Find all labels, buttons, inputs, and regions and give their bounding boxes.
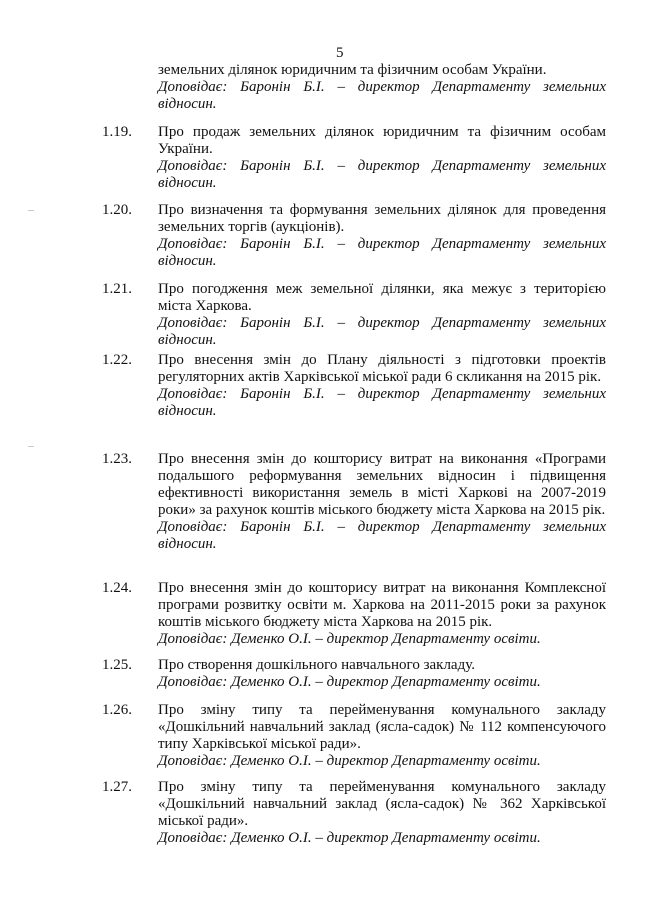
item-title: земельних ділянок юридичним та фізичним особам України. xyxy=(158,62,547,78)
item-title: Про визначення та формування земельних ділянок для проведення земельних торгів (аукціонів). xyxy=(158,202,606,235)
item-number: 1.23. xyxy=(102,451,132,467)
item-reporter: Доповідає: Баронін Б.І. – директор Департаменту земельних відносин. xyxy=(158,79,606,112)
item-number: 1.24. xyxy=(102,580,132,596)
continued-item xyxy=(158,62,606,113)
item-reporter: Доповідає: Деменко О.І. – директор Департаменту освіти. xyxy=(158,674,541,690)
item-title: Про внесення змін до Плану діяльності з підготовки проектів регуляторних актів Харківської міської ради 6 скликання на 2015 рік. xyxy=(158,352,606,385)
item-reporter: Доповідає: Деменко О.І. – директор Департаменту освіти. xyxy=(158,631,541,647)
item-reporter: Доповідає: Баронін Б.І. – директор Департаменту земельних відносин. xyxy=(158,519,606,552)
item-reporter: Доповідає: Баронін Б.І. – директор Департаменту земельних відносин. xyxy=(158,386,606,419)
item-reporter: Доповідає: Деменко О.І. – директор Департаменту освіти. xyxy=(158,830,541,846)
item-number: 1.21. xyxy=(102,281,132,297)
item-reporter: Доповідає: Баронін Б.І. – директор Департаменту земельних відносин. xyxy=(158,158,606,191)
item-reporter: Доповідає: Деменко О.І. – директор Департаменту освіти. xyxy=(158,753,541,769)
item-title: Про зміну типу та перейменування комунального закладу «Дошкільний навчальний заклад (ясла-садок) № 362 Харківської міської ради». xyxy=(158,779,606,829)
item-number: 1.22. xyxy=(102,352,132,368)
item-number: 1.19. xyxy=(102,124,132,140)
scan-mark xyxy=(28,446,34,447)
item-title: Про внесення змін до кошторису витрат на виконання Комплексної програми розвитку освіти м. Харкова на 2011-2015 роки за рахунок коштів міського бюджету міста Харкова на 2015 рік. xyxy=(158,580,606,630)
scan-mark xyxy=(28,210,34,211)
item-number: 1.25. xyxy=(102,657,132,673)
item-reporter: Доповідає: Баронін Б.І. – директор Департаменту земельних відносин. xyxy=(158,315,606,348)
item-title: Про внесення змін до кошторису витрат на виконання «Програми подальшого реформування земельних відносин і підвищення ефективності використання земель в місті Харкові на 2007-2019 роки» за рахунок коштів міського бюджету міста Харкова на 2015 рік. xyxy=(158,451,606,518)
item-number: 1.20. xyxy=(102,202,132,218)
item-title: Про погодження меж земельної ділянки, яка межує з територією міста Харкова. xyxy=(158,281,606,314)
item-title: Про продаж земельних ділянок юридичним та фізичним особам України. xyxy=(158,124,606,157)
item-title: Про створення дошкільного навчального закладу. xyxy=(158,657,475,673)
page-number: 5 xyxy=(336,45,344,61)
item-number: 1.27. xyxy=(102,779,132,795)
item-number: 1.26. xyxy=(102,702,132,718)
item-title: Про зміну типу та перейменування комунального закладу «Дошкільний навчальний заклад (ясла-садок) № 112 компенсуючого типу Харківської міської ради». xyxy=(158,702,606,752)
item-reporter: Доповідає: Баронін Б.І. – директор Департаменту земельних відносин. xyxy=(158,236,606,269)
